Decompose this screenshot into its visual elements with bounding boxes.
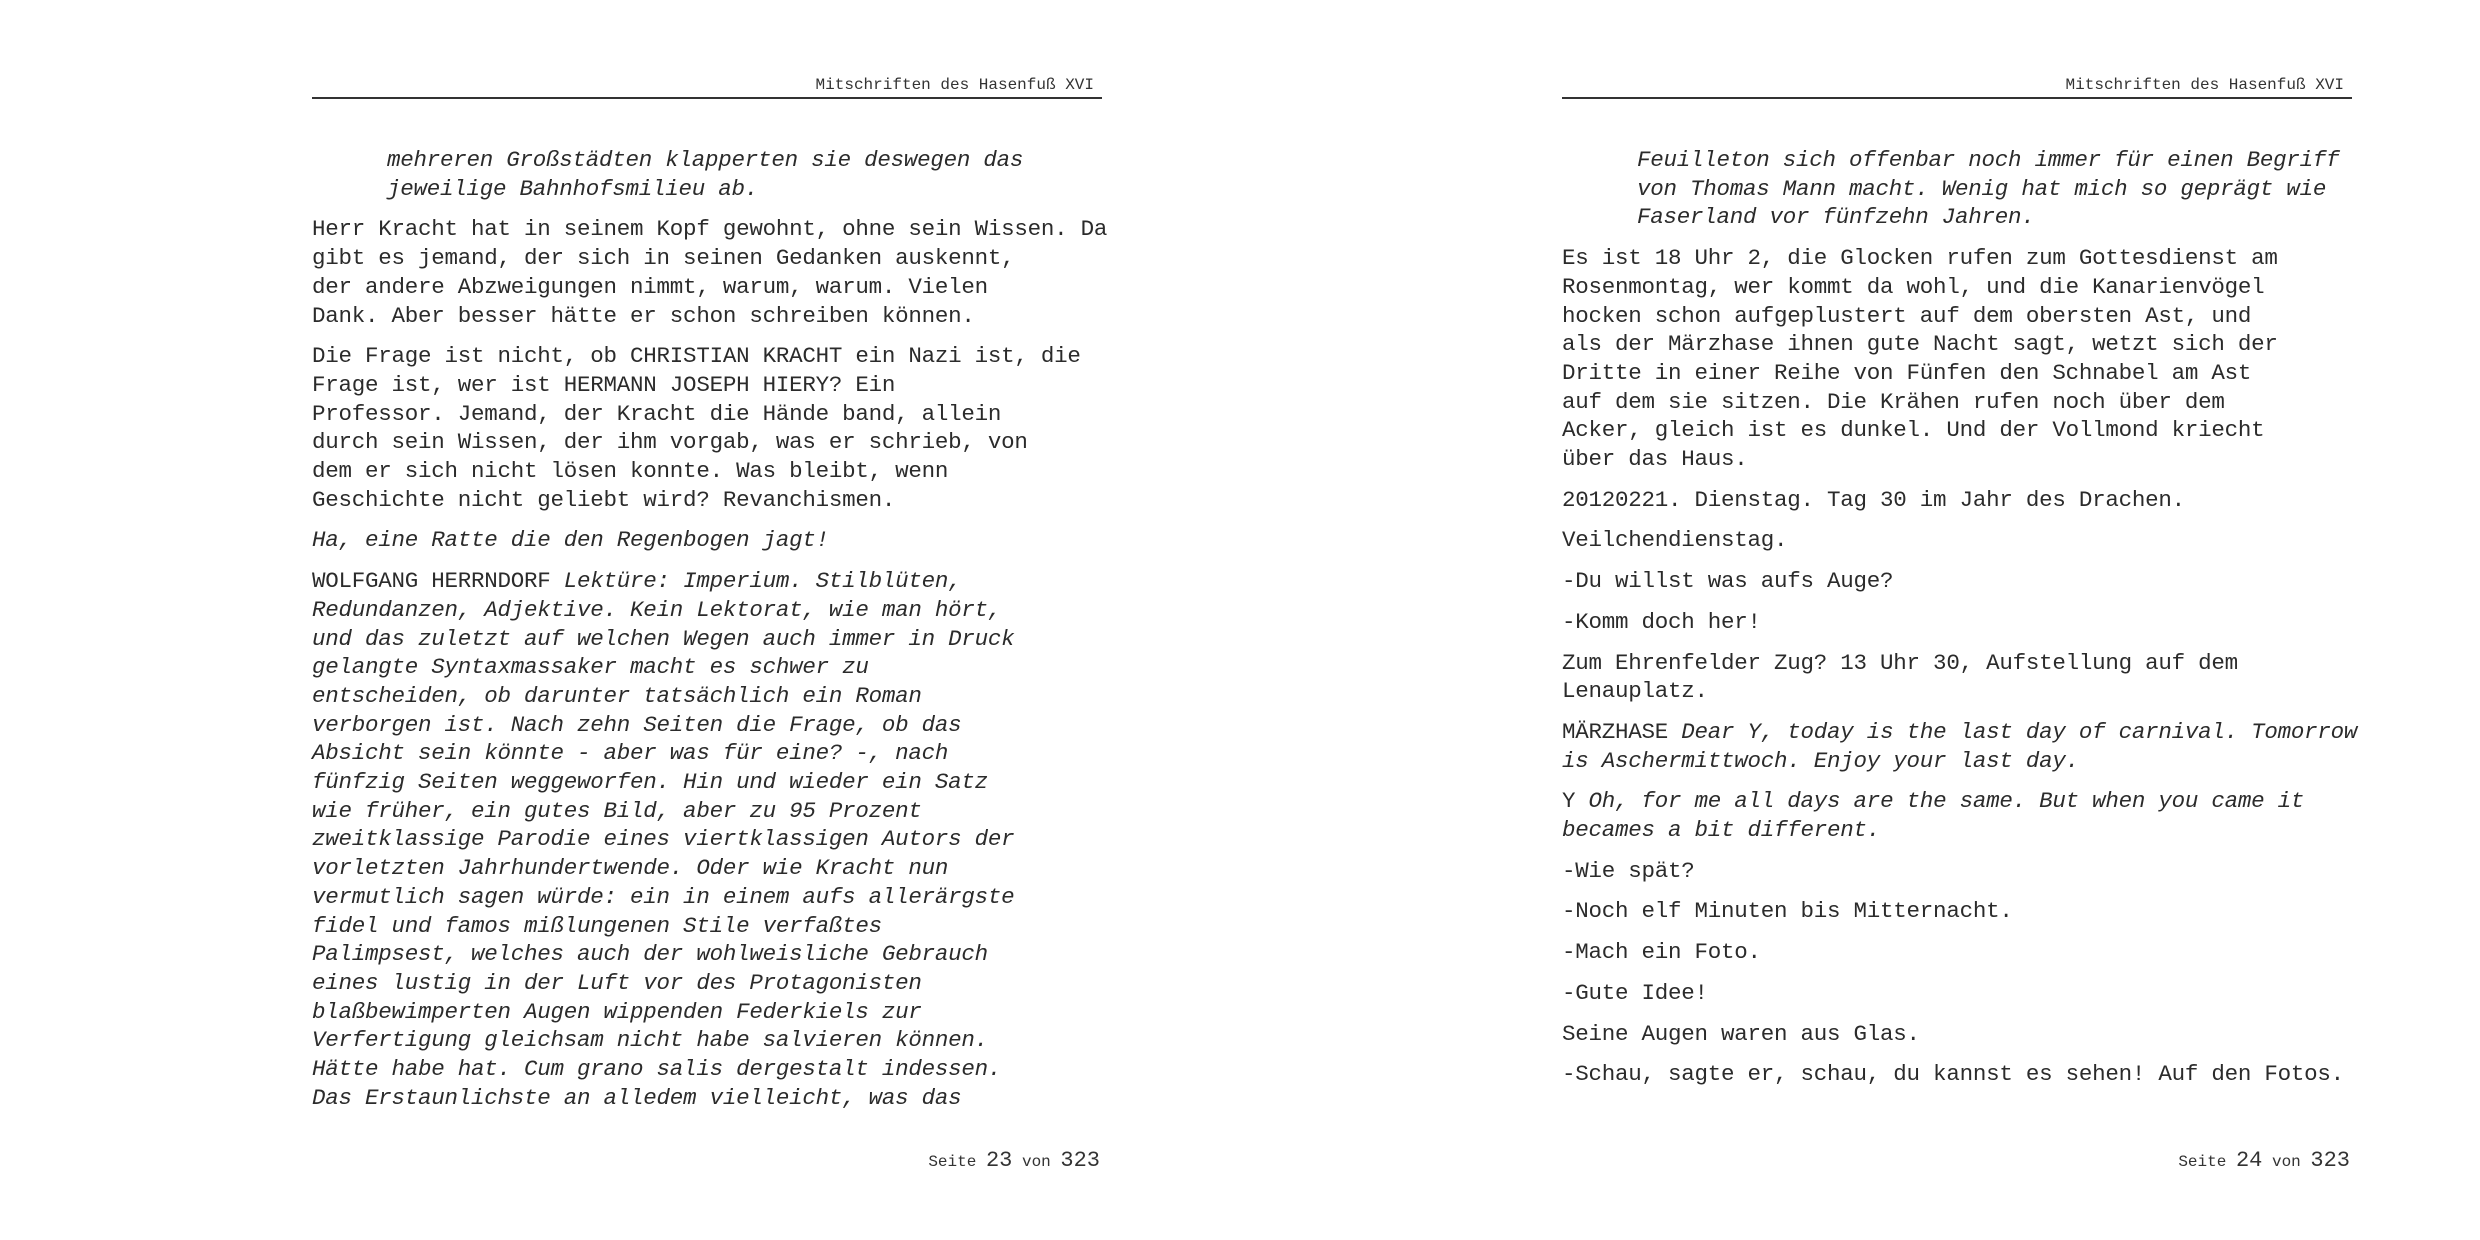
running-header: Mitschriften des Hasenfuß XVI	[2065, 76, 2344, 94]
text-run: Dritte in einer Reihe von Fünfen den Schnabel am Ast	[1562, 359, 2252, 386]
text-run: Professor. Jemand, der Kracht die Hände band, allein	[312, 400, 1002, 427]
footer-page-number: 24	[2235, 1148, 2263, 1173]
header-rule	[1562, 97, 2352, 99]
italic-text-run: wie früher, ein gutes Bild, aber zu 95 Prozent	[312, 797, 922, 824]
italic-text-run: vorletzten Jahrhundertwende. Oder wie Kracht nun	[312, 855, 949, 882]
italic-text-run: jeweilige Bahnhofsmilieu ab.	[387, 175, 759, 202]
italic-text-run: becames a bit different.	[1562, 817, 1881, 844]
text-run: -Noch elf Minuten bis Mitternacht.	[1562, 898, 2013, 925]
paragraph	[1562, 486, 2352, 515]
text-run: als der Märzhase ihnen gute Nacht sagt, wetzt sich der	[1562, 331, 2278, 358]
italic-text-run: und das zuletzt auf welchen Wegen auch immer in Druck	[312, 625, 1015, 652]
text-run: Seine Augen waren aus Glas.	[1562, 1020, 1920, 1047]
paragraph	[1562, 146, 2352, 232]
page-footer	[2178, 1148, 2350, 1173]
paragraph	[1562, 718, 2358, 775]
text-run: Acker, gleich ist es dunkel. Und der Vollmond kriecht	[1562, 417, 2265, 444]
italic-text-run: Redundanzen, Adjektive. Kein Lektorat, wie man hört,	[312, 596, 1002, 623]
text-run: der andere Abzweigungen nimmt, warum, warum. Vielen	[312, 273, 988, 300]
paragraph	[1562, 787, 2352, 844]
text-run: Herr Kracht hat in seinem Kopf gewohnt, ohne sein Wissen. Da	[312, 216, 1108, 243]
text-run: dem er sich nicht lösen konnte. Was bleibt, wenn	[312, 458, 949, 485]
footer-seite-label: Seite	[928, 1153, 977, 1171]
italic-text-run: Lektüre: Imperium. Stilblüten,	[563, 568, 962, 595]
italic-text-run: blaßbewimperten Augen wippenden Federkiels zur	[312, 998, 922, 1025]
text-run: WOLFGANG HERRNDORF	[312, 568, 564, 595]
italic-text-run: verborgen ist. Nach zehn Seiten die Frage, ob das	[312, 711, 962, 738]
italic-text-run: Ha, eine Ratte die den Regenbogen jagt!	[312, 527, 829, 554]
text-run: MÄRZHASE	[1562, 718, 1682, 745]
text-run: auf dem sie sitzen. Die Krähen rufen noch über dem	[1562, 388, 2225, 415]
paragraph	[1562, 526, 2352, 555]
italic-text-run: fidel und famos mißlungenen Stile verfaßtes	[312, 912, 882, 939]
paragraph	[312, 567, 1102, 1112]
paragraph	[312, 342, 1102, 514]
text-run: Y	[1562, 788, 1589, 815]
text-run: hocken schon aufgeplustert auf dem obersten Ast, und	[1562, 302, 2252, 329]
paragraph	[1562, 244, 2352, 474]
footer-page-total: 323	[1060, 1148, 1100, 1173]
paragraph	[1562, 649, 2352, 706]
text-run: -Gute Idee!	[1562, 979, 1708, 1006]
paragraph	[1562, 938, 2352, 967]
paragraph	[1562, 897, 2352, 926]
page-body	[312, 146, 1108, 1113]
italic-text-run: gelangte Syntaxmassaker macht es schwer zu	[312, 654, 869, 681]
italic-text-run: Palimpsest, welches auch der wohlweisliche Gebrauch	[312, 941, 988, 968]
italic-text-run: Verfertigung gleichsam nicht habe salvieren können.	[312, 1027, 988, 1054]
text-run: 20120221. Dienstag. Tag 30 im Jahr des Drachen.	[1562, 486, 2185, 513]
text-run: Geschichte nicht geliebt wird? Revanchismen.	[312, 486, 896, 513]
text-run: -Komm doch her!	[1562, 608, 1761, 635]
text-run: über das Haus.	[1562, 446, 1748, 473]
paragraph	[1562, 979, 2352, 1008]
text-run: Frage ist, wer ist HERMANN JOSEPH HIERY? Ein	[312, 371, 896, 398]
italic-text-run: Das Erstaunlichste an alledem vielleicht, was das	[312, 1084, 962, 1111]
text-run: Rosenmontag, wer kommt da wohl, und die Kanarienvögel	[1562, 273, 2265, 300]
footer-von-label: von	[1021, 1153, 1051, 1171]
page-body	[1562, 146, 2358, 1089]
text-run: -Mach ein Foto.	[1562, 939, 1761, 966]
paragraph	[1562, 1060, 2352, 1089]
paragraph	[1562, 608, 2352, 637]
italic-text-run: Dear Y, today is the last day of carnival. Tomorrow	[1681, 718, 2358, 745]
italic-text-run: vermutlich sagen würde: ein in einem aufs allerärgste	[312, 883, 1015, 910]
text-run: -Du willst was aufs Auge?	[1562, 568, 1894, 595]
paragraph	[312, 146, 1102, 203]
page-footer	[928, 1148, 1100, 1173]
paragraph	[1562, 567, 2352, 596]
text-run: -Wie spät?	[1562, 857, 1695, 884]
italic-text-run: entscheiden, ob darunter tatsächlich ein Roman	[312, 682, 922, 709]
text-run: Es ist 18 Uhr 2, die Glocken rufen zum Gottesdienst am	[1562, 245, 2278, 272]
italic-text-run: eines lustig in der Luft vor des Protagonisten	[312, 969, 922, 996]
text-run: Die Frage ist nicht, ob CHRISTIAN KRACHT ein Nazi ist, die	[312, 343, 1081, 370]
italic-text-run: von Thomas Mann macht. Wenig hat mich so geprägt wie	[1637, 175, 2327, 202]
text-run: Lenauplatz.	[1562, 678, 1708, 705]
text-run: Veilchendienstag.	[1562, 527, 1788, 554]
paragraph	[312, 526, 1102, 555]
paragraph	[1562, 857, 2352, 886]
header-rule	[312, 97, 1102, 99]
running-header: Mitschriften des Hasenfuß XVI	[815, 76, 1094, 94]
text-run: Dank. Aber besser hätte er schon schreiben können.	[312, 302, 975, 329]
text-run: -Schau, sagte er, schau, du kannst es sehen! Auf den Fotos.	[1562, 1061, 2344, 1088]
italic-text-run: Feuilleton sich offenbar noch immer für einen Begriff	[1637, 147, 2340, 173]
text-run: gibt es jemand, der sich in seinen Gedanken auskennt,	[312, 245, 1015, 272]
italic-text-run: Absicht sein könnte - aber was für eine? -, nach	[312, 740, 949, 767]
italic-text-run: Oh, for me all days are the same. But when you came it	[1588, 788, 2305, 815]
footer-von-label: von	[2271, 1153, 2301, 1171]
italic-text-run: Faserland vor fünfzehn Jahren.	[1637, 204, 2035, 231]
footer-seite-label: Seite	[2178, 1153, 2227, 1171]
text-run: Zum Ehrenfelder Zug? 13 Uhr 30, Aufstellung auf dem	[1562, 649, 2238, 676]
italic-text-run: Hätte habe hat. Cum grano salis dergestalt indessen.	[312, 1056, 1002, 1083]
paragraph	[312, 215, 1108, 330]
right-page	[1562, 0, 2358, 1240]
italic-text-run: zweitklassige Parodie eines viertklassigen Autors der	[312, 826, 1015, 853]
italic-text-run: is Aschermittwoch. Enjoy your last day.	[1562, 747, 2079, 774]
italic-text-run: mehreren Großstädten klapperten sie deswegen das	[387, 147, 1024, 173]
text-run: durch sein Wissen, der ihm vorgab, was er schrieb, von	[312, 429, 1028, 456]
italic-text-run: fünfzig Seiten weggeworfen. Hin und wieder ein Satz	[312, 769, 988, 796]
paragraph	[1562, 1020, 2352, 1049]
left-page	[312, 0, 1108, 1240]
footer-page-number: 23	[985, 1148, 1013, 1173]
footer-page-total: 323	[2310, 1148, 2350, 1173]
